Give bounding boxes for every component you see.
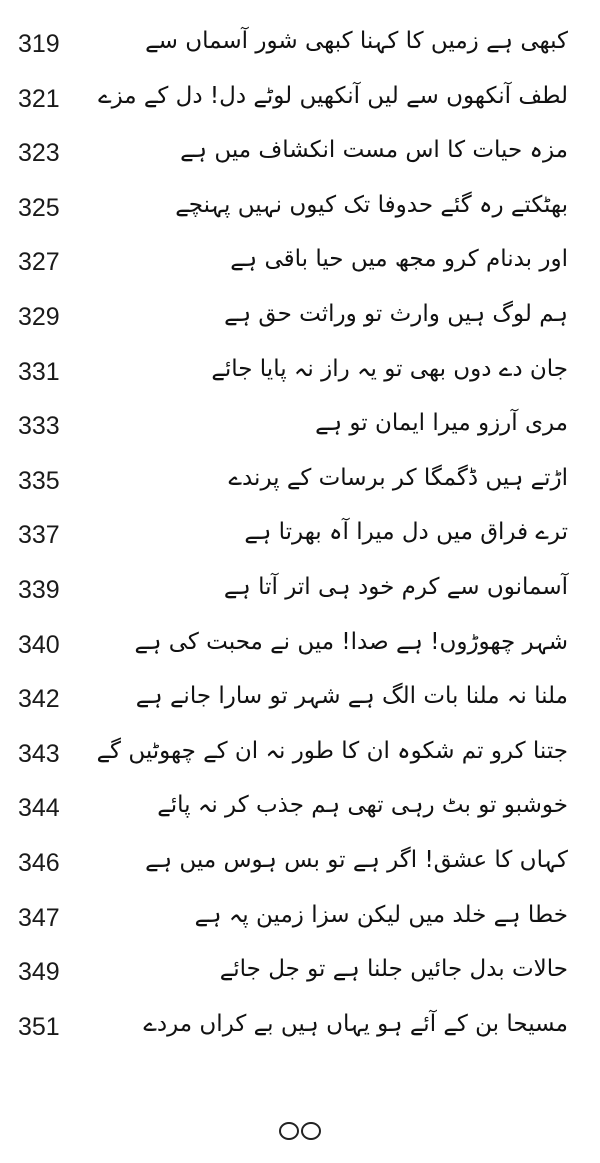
end-ornament: [0, 1122, 600, 1140]
poem-title: ہم لوگ ہیں وارث تو وراثت حق ہے: [224, 300, 568, 327]
poem-title: آسمانوں سے کرم خود ہی اتر آتا ہے: [223, 573, 568, 600]
page-number: 339: [18, 575, 60, 604]
toc-row: [0, 786, 600, 841]
page-number: 342: [18, 685, 60, 714]
toc-row: [0, 350, 600, 405]
ring-ornament-icon: [279, 1122, 299, 1140]
toc-row: [0, 295, 600, 350]
page-number: 319: [18, 30, 60, 58]
poem-title: بھٹکتے رہ گئے حدوفا تک کیوں نہیں پہنچے: [175, 191, 568, 218]
toc-row: [0, 841, 600, 896]
toc-row: [0, 896, 600, 951]
page-number: 349: [18, 958, 60, 987]
poem-title: خوشبو تو بٹ رہی تھی ہم جذب کر نہ پائے: [157, 792, 568, 819]
poem-title: کہاں کا عشق! اگر ہے تو بس ہوس میں ہے: [145, 846, 568, 873]
page-number: 323: [18, 139, 60, 168]
poem-title: خطا ہے خلد میں لیکن سزا زمین پہ ہے: [194, 901, 568, 928]
toc-row: [0, 131, 600, 186]
page-number: 333: [18, 412, 60, 441]
poem-title: مزہ حیات کا اس مست انکشاف میں ہے: [180, 137, 568, 164]
poem-title: کبھی ہے زمیں کا کہنا کبھی شور آسماں سے: [145, 28, 568, 54]
page-number: 346: [18, 848, 60, 877]
toc-row: [0, 513, 600, 568]
toc-row: [0, 240, 600, 295]
poem-title: اڑتے ہیں ڈگمگا کر برسات کے پرندے: [228, 464, 568, 491]
poem-title: اور بدنام کرو مجھ میں حیا باقی ہے: [230, 246, 568, 273]
poem-title: جان دے دوں بھی تو یہ راز نہ پایا جائے: [211, 355, 568, 382]
page-number: 321: [18, 84, 60, 113]
poem-title: لطف آنکھوں سے لیں آنکھیں لوٹے دل! دل کے مزے: [98, 82, 568, 109]
table-of-contents: [0, 22, 600, 1059]
toc-row: [0, 623, 600, 678]
toc-row: [0, 186, 600, 241]
poem-title: شہر چھوڑوں! ہے صدا! میں نے محبت کی ہے: [134, 628, 568, 655]
toc-row: [0, 459, 600, 514]
toc-row: [0, 77, 600, 132]
toc-row: [0, 732, 600, 787]
poem-title: ترے فراق میں دل میرا آہ بھرتا ہے: [244, 519, 568, 546]
poem-title: مری آرزو میرا ایمان تو ہے: [315, 410, 568, 437]
toc-row: [0, 1005, 600, 1060]
toc-row: [0, 22, 600, 77]
page-number: 343: [18, 739, 60, 768]
page-number: 329: [18, 302, 60, 331]
page-number: 335: [18, 466, 60, 495]
toc-row: [0, 677, 600, 732]
poem-title: ملنا نہ ملنا بات الگ ہے شہر تو سارا جانے ہے: [135, 683, 568, 710]
page-number: 347: [18, 903, 60, 932]
page-number: 325: [18, 193, 60, 222]
page-number: 340: [18, 630, 60, 659]
ring-ornament-icon: [301, 1122, 321, 1140]
poem-title: جتنا کرو تم شکوہ ان کا طور نہ ان کے چھوٹیں گے: [96, 737, 568, 764]
page-number: 331: [18, 357, 60, 386]
toc-row: [0, 950, 600, 1005]
page-number: 327: [18, 248, 60, 277]
poem-title: حالات بدل جائیں جلنا ہے تو جل جائے: [219, 956, 568, 983]
toc-row: [0, 404, 600, 459]
page-number: 344: [18, 794, 60, 823]
page-number: 337: [18, 521, 60, 550]
page-number: 351: [18, 1012, 60, 1041]
poem-title: مسیحا بن کے آئے ہو یہاں ہیں بے کراں مردے: [143, 1010, 568, 1037]
toc-row: [0, 568, 600, 623]
